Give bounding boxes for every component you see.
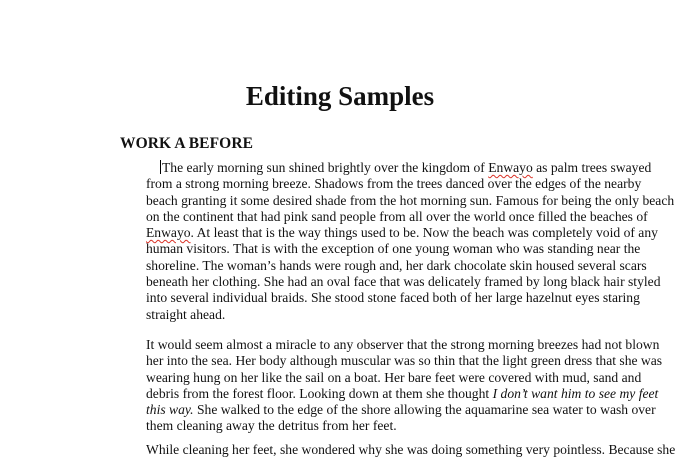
paragraph-line: beach granting it some desired shade from the hot morning sun. Famous for being the only beach	[146, 192, 675, 208]
paragraph-line: from a strong morning breeze. Shadows from the trees danced over the edges of the nearby	[146, 176, 642, 192]
paragraph-line: straight ahead.	[146, 306, 226, 322]
paragraph-line: her into the sea. Her body although muscular was so thin that the light green dress that she was	[146, 353, 663, 369]
paragraph-line: into several individual braids. She stood stone faced both of her large hazelnut eyes staring	[146, 290, 640, 306]
paragraph-line: wearing hung on her like the sail on a boat. Her bare feet were covered with mud, sand and	[146, 369, 642, 385]
paragraph-line: Enwayo. At least that is the way things used to be. Now the beach was completely void of any	[146, 225, 658, 241]
paragraph-line: on the continent that had pink sand people from all over the world once filled the beaches of	[146, 208, 648, 224]
paragraph-line: The early morning sun shined brightly over the kingdom of Enwayo as palm trees swayed	[162, 160, 652, 175]
misspelled-word[interactable]: Enwayo	[146, 225, 191, 241]
paragraph-line: It would seem almost a miracle to any observer that the strong morning breezes had not blown	[146, 337, 660, 352]
document-title: Editing Samples	[245, 81, 435, 111]
italic-thought: I don’t want him to see my feet	[492, 385, 659, 401]
paragraph-line: debris from the forest floor. Looking down at them she thought I don’t want him to see my feet	[146, 385, 659, 401]
paragraph-line: this way. She walked to the edge of the shore allowing the aquamarine sea water to wash over	[146, 402, 656, 418]
paragraph-line: human visitors. That is with the exception of one young woman who was standing near the	[146, 241, 641, 257]
paragraph-line: shoreline. The woman’s hands were rough and, her dark chocolate skin housed several scars	[146, 257, 647, 273]
misspelled-word[interactable]: Enwayo	[488, 160, 533, 175]
paragraph-line: beneath her clothing. She had an oval face that was delicately framed by long black hair styled	[146, 274, 661, 290]
italic-thought: this way.	[146, 402, 194, 418]
text-cursor	[160, 160, 161, 174]
paragraph-line: them cleaning away the detritus from her feet.	[146, 418, 397, 434]
section-heading: WORK A BEFORE	[120, 135, 254, 152]
paragraph-2[interactable]	[146, 337, 663, 435]
paragraph-3[interactable]	[146, 442, 676, 458]
paragraph-line: While cleaning her feet, she wondered why she was doing something very pointless. Because she	[146, 442, 676, 457]
paragraph-1[interactable]	[146, 160, 675, 323]
